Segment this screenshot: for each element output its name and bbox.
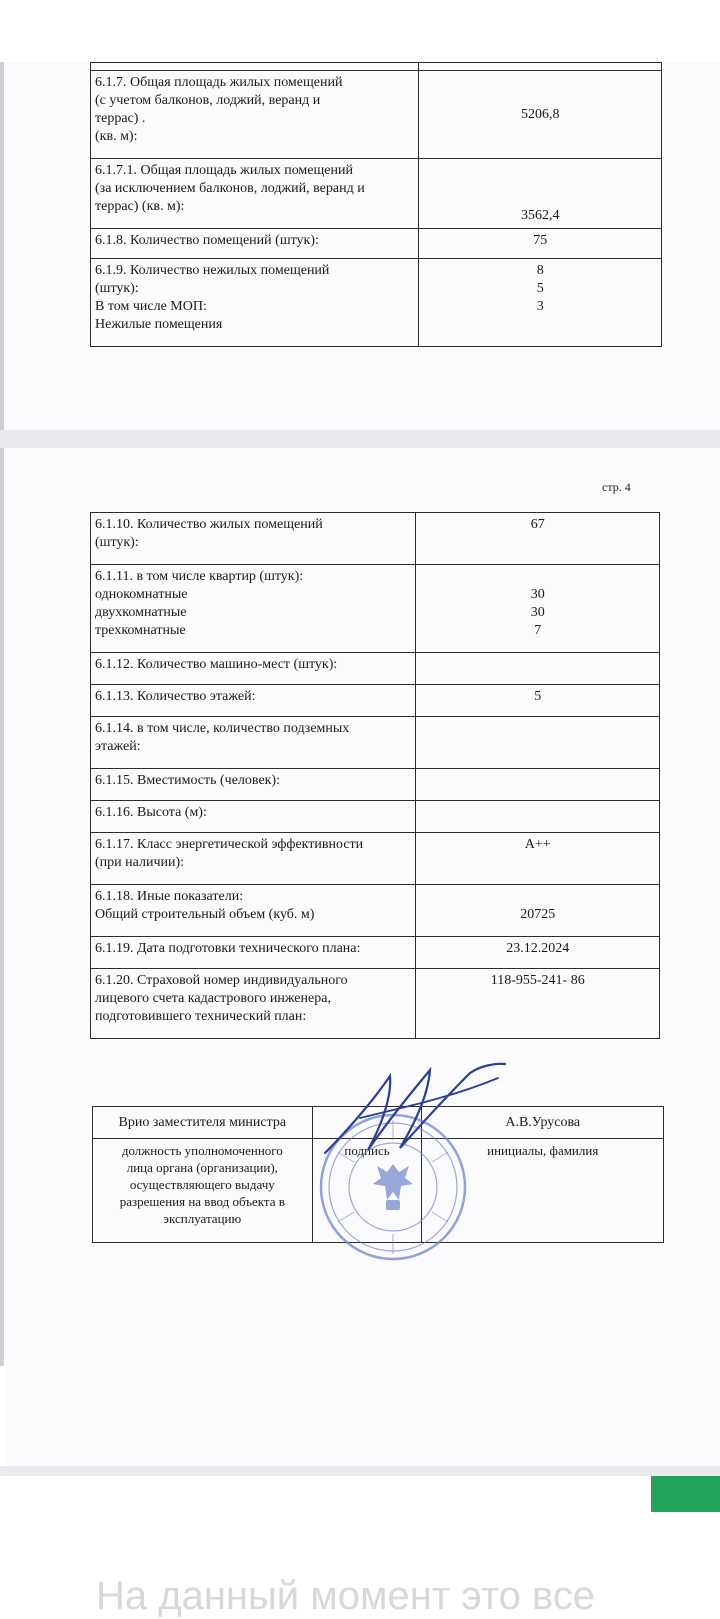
row-label: 6.1.11. в том числе квартир (штук): однокомнатные двухкомнатные трехкомнатные (91, 565, 416, 653)
row-value: 75 (419, 229, 662, 259)
official-name: А.В.Урусова (422, 1107, 664, 1139)
row-label: 6.1.20. Страховой номер индивидуального лицевого счета кадастрового инженера, подготовившего технический план: (91, 969, 416, 1039)
table-row (91, 833, 660, 885)
table-row (91, 969, 660, 1039)
handwritten-signature (320, 1058, 510, 1168)
row-label: 6.1.14. в том числе, количество подземных этажей: (91, 717, 416, 769)
row-label: 6.1.7.1. Общая площадь жилых помещений (за исключением балконов, лоджий, веранд и террас) (кв. м): (91, 159, 419, 229)
row-label: 6.1.10. Количество жилых помещений (штук): (91, 513, 416, 565)
page-gap (0, 430, 720, 448)
row-value: 8 5 3 (419, 259, 662, 347)
row-value: 3562,4 (419, 159, 662, 229)
table-row (91, 565, 660, 653)
next-message-text: На данный момент это все (96, 1574, 596, 1618)
page-gap-bottom (0, 1466, 720, 1476)
details-table (90, 512, 660, 1039)
row-value (416, 653, 660, 685)
table-row (91, 513, 660, 565)
table-row (91, 685, 660, 717)
table-row (91, 937, 660, 969)
row-label: 6.1.16. Высота (м): (91, 801, 416, 833)
row-value (416, 717, 660, 769)
row-label: 6.1.7. Общая площадь жилых помещений (с учетом балконов, лоджий, веранд и террас) . (кв. м): (91, 71, 419, 159)
row-label: 6.1.12. Количество машино-мест (штук): (91, 653, 416, 685)
table-row (91, 71, 662, 159)
row-value: 5 (416, 685, 660, 717)
row-label: 6.1.19. Дата подготовки технического плана: (91, 937, 416, 969)
table-row (91, 159, 662, 229)
table-row (91, 801, 660, 833)
table-row (91, 769, 660, 801)
row-value: 30 30 7 (416, 565, 660, 653)
row-value: 5206,8 (419, 71, 662, 159)
scan-edge (0, 448, 4, 1366)
row-value: 118-955-241- 86 (416, 969, 660, 1039)
row-value: 20725 (416, 885, 660, 937)
table-row (91, 653, 660, 685)
page-number: стр. 4 (602, 480, 631, 494)
position-caption: должность уполномоченного лица органа (организации), осуществляющего выдачу разрешения на ввод объекта в эксплуатацию (93, 1139, 313, 1243)
row-label: 6.1.17. Класс энергетической эффективности (при наличии): (91, 833, 416, 885)
row-label: 6.1.9. Количество нежилых помещений (штук): В том числе МОП: Нежилые помещения (91, 259, 419, 347)
green-side-tab (651, 1476, 720, 1512)
row-label: 6.1.8. Количество помещений (штук): (91, 229, 419, 259)
area-table (90, 62, 662, 347)
table-row (91, 229, 662, 259)
row-value: 23.12.2024 (416, 937, 660, 969)
table-row (91, 259, 662, 347)
table-row (91, 717, 660, 769)
row-value: 67 (416, 513, 660, 565)
table-row (91, 885, 660, 937)
row-value (416, 801, 660, 833)
row-label: 6.1.18. Иные показатели: Общий строительный объем (куб. м) (91, 885, 416, 937)
signature-caption: подпись (312, 1139, 422, 1243)
row-label: 6.1.15. Вместимость (человек): (91, 769, 416, 801)
scan-edge (0, 62, 4, 430)
row-value (416, 769, 660, 801)
official-position: Врио заместителя министра (93, 1107, 313, 1139)
row-value: A++ (416, 833, 660, 885)
name-caption: инициалы, фамилия (422, 1139, 664, 1243)
table-row-cut (91, 63, 419, 71)
row-label: 6.1.13. Количество этажей: (91, 685, 416, 717)
